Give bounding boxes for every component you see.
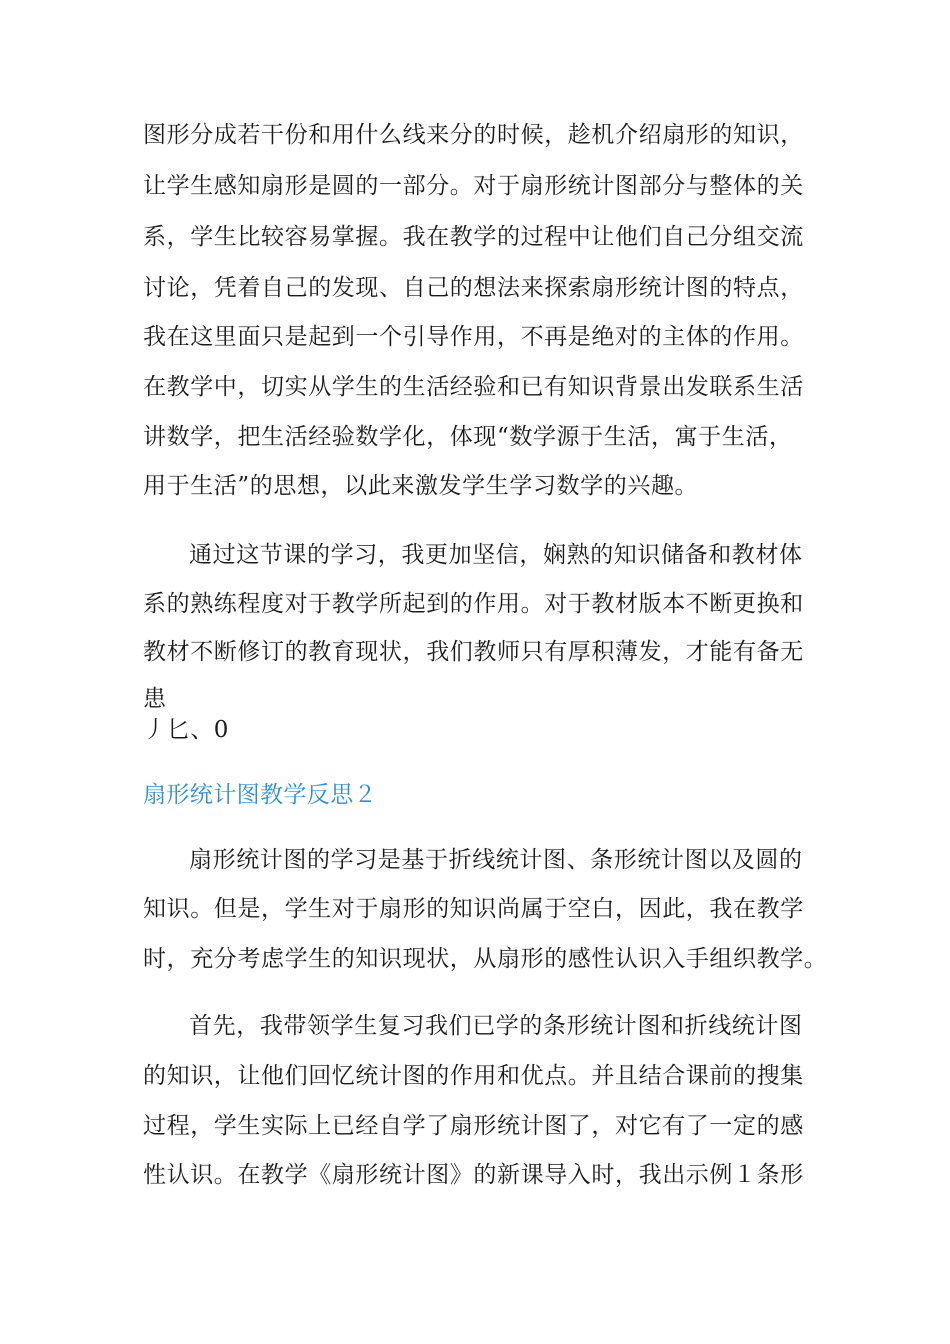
- paragraph-1-line-1: 图形分成若干份和用什么线来分的时候，趁机介绍扇形的知识，: [143, 122, 804, 148]
- paragraph-2-line-5: 丿匕、0: [143, 717, 230, 743]
- paragraph-1-line-5: 我在这里面只是起到一个引导作用，不再是绝对的主体的作用。: [143, 324, 804, 350]
- paragraph-1-line-2: 让学生感知扇形是圆的一部分。对于扇形统计图部分与整体的关: [143, 173, 804, 199]
- paragraph-3-line-3: 时，充分考虑学生的知识现状，从扇形的感性认识入手组织教学。: [143, 946, 828, 972]
- paragraph-1-line-6: 在教学中，切实从学生的生活经验和已有知识背景出发联系生活: [143, 374, 804, 400]
- paragraph-3-line-2: 知识。但是，学生对于扇形的知识尚属于空白，因此，我在教学: [143, 896, 804, 922]
- paragraph-4-line-2: 的知识，让他们回忆统计图的作用和优点。并且结合课前的搜集: [143, 1063, 804, 1089]
- paragraph-4-line-1: 首先，我带领学生复习我们已学的条形统计图和折线统计图: [189, 1013, 803, 1039]
- paragraph-4-line-4: 性认识。在教学《扇形统计图》的新课导入时，我出示例１条形: [143, 1162, 804, 1188]
- paragraph-2-line-4: 患: [143, 686, 167, 712]
- paragraph-4-line-3: 过程，学生实际上已经自学了扇形统计图了，对它有了一定的感: [143, 1113, 804, 1139]
- paragraph-3-line-1: 扇形统计图的学习是基于折线统计图、条形统计图以及圆的: [189, 847, 803, 873]
- paragraph-2-line-3: 教材不断修订的教育现状，我们教师只有厚积薄发，才能有备无: [143, 639, 804, 665]
- paragraph-1-line-4: 讨论，凭着自己的发现、自己的想法来探索扇形统计图的特点，: [143, 275, 804, 301]
- paragraph-2-line-1: 通过这节课的学习，我更加坚信，娴熟的知识储备和教材体: [189, 542, 803, 568]
- section-heading: 扇形统计图教学反思２: [143, 782, 377, 808]
- paragraph-1-line-7: 讲数学，把生活经验数学化，体现“数学源于生活，寓于生活，: [143, 424, 793, 450]
- paragraph-2-line-2: 系的熟练程度对于教学所起到的作用。对于教材版本不断更换和: [143, 591, 804, 617]
- paragraph-1-line-8: 用于生活”的思想，以此来激发学生学习数学的兴趣。: [143, 473, 699, 499]
- paragraph-1-line-3: 系，学生比较容易掌握。我在教学的过程中让他们自己分组交流: [143, 224, 804, 250]
